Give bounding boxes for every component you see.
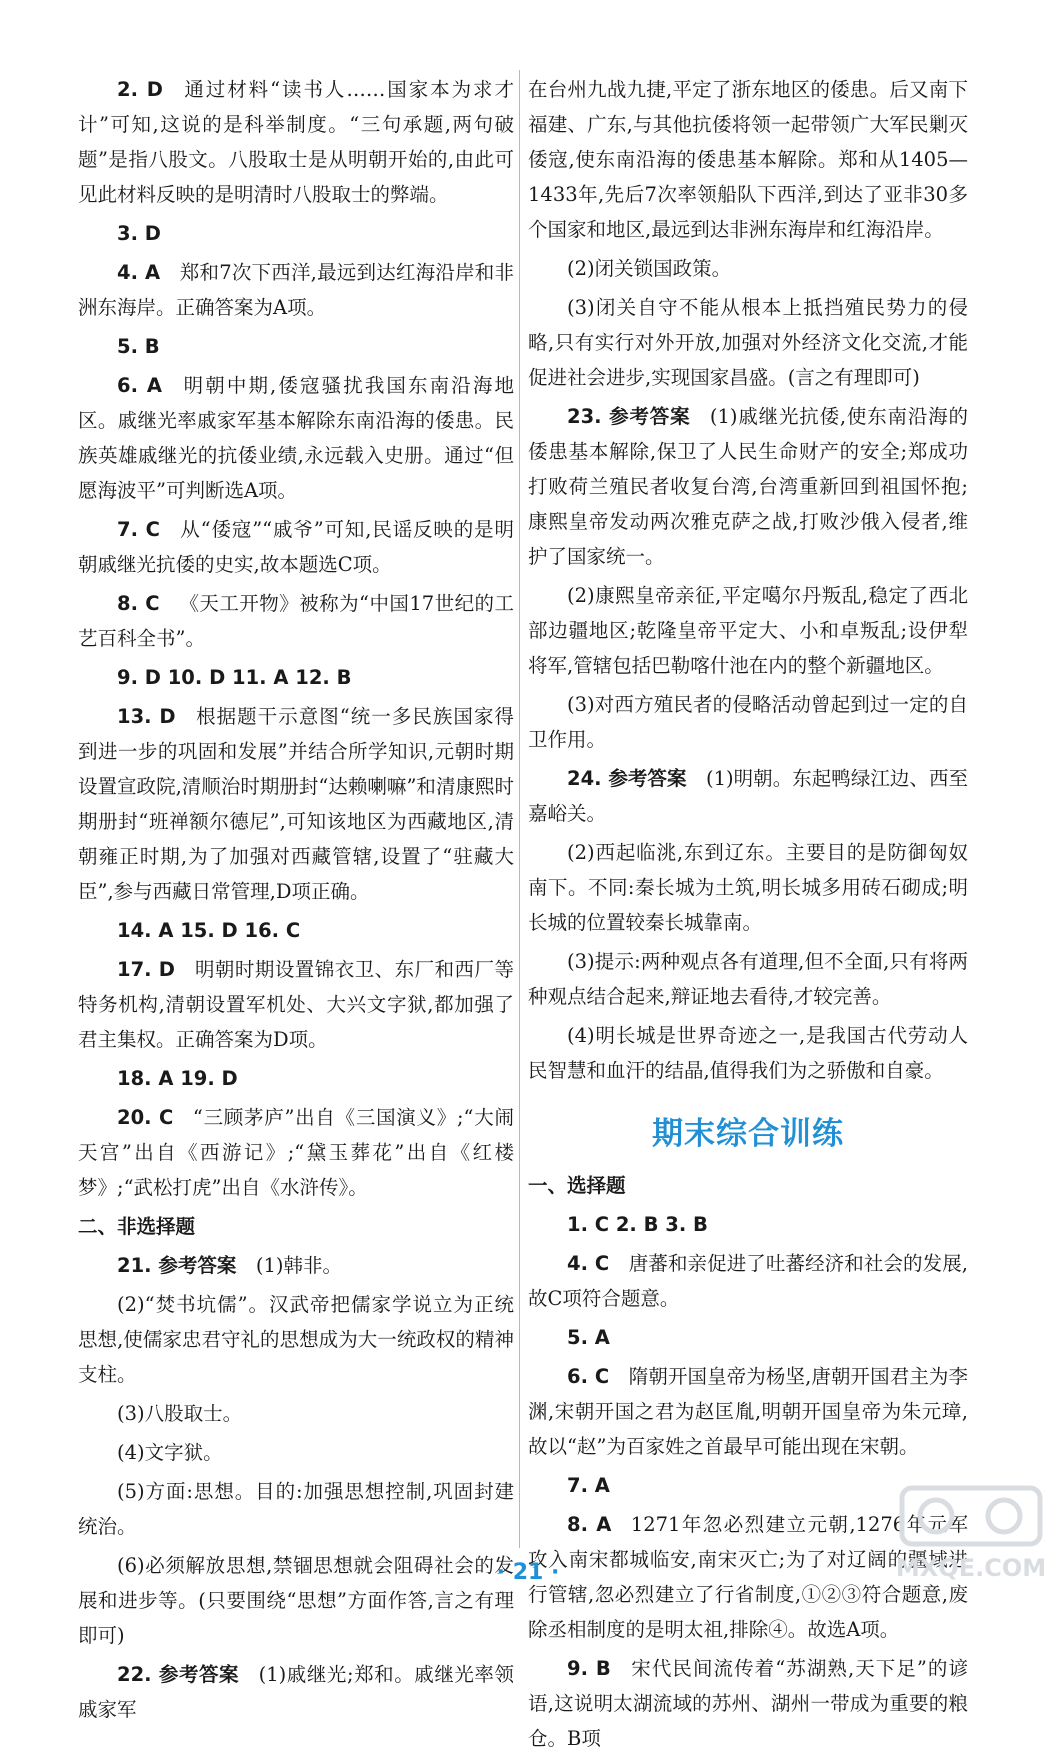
answer-text: 宋代民间流传着“苏湖熟,天下足”的谚语,这说明太湖流域的苏州、湖州一带成为重要的粮仓。B项 xyxy=(528,1657,968,1750)
answer-text: 根据题干示意图“统一多民族国家得到进一步的巩固和发展”并结合所学知识,元朝时期设置宣政院,清顺治时期册封“达赖喇嘛”和清康熙时期册封“班禅额尔德尼”,可知该地区为西藏地区,清朝雍正时期,为了加强对西藏管辖,设置了“驻藏大臣”,参与西藏日常管理,D项正确。 xyxy=(78,705,514,903)
question-number: 22. 参考答案 xyxy=(117,1663,240,1686)
left-column xyxy=(78,72,514,1731)
answer-text: 明朝中期,倭寇骚扰我国东南沿海地区。戚继光率戚家军基本解除东南沿海的倭患。民族英雄戚继光的抗倭业绩,永远载入史册。通过“但愿海波平”可判断选A项。 xyxy=(78,374,515,502)
answer-paragraph xyxy=(528,1651,968,1756)
answer-paragraph xyxy=(528,1018,968,1088)
answer-text: (5)方面:思想。目的:加强思想控制,巩固封建统治。 xyxy=(78,1480,514,1538)
answer-text: 明朝时期设置锦衣卫、东厂和西厂等特务机构,清朝设置军机处、大兴文字狱,都加强了君主集权。正确答案为D项。 xyxy=(78,958,514,1051)
answer-paragraph xyxy=(528,578,968,683)
question-number: 5. A xyxy=(567,1326,610,1349)
answer-paragraph xyxy=(528,1246,968,1316)
answer-text: 隋朝开国皇帝为杨坚,唐朝开国君主为李渊,宋朝开国之君为赵匡胤,明朝开国皇帝为朱元璋,故以“赵”为百家姓之首最早可能出现在宋朝。 xyxy=(528,1365,968,1458)
answer-paragraph xyxy=(78,952,514,1057)
answer-text: (4)明长城是世界奇迹之一,是我国古代劳动人民智慧和血汗的结晶,值得我们为之骄傲和自豪。 xyxy=(528,1024,968,1082)
answer-paragraph xyxy=(78,586,514,656)
page-number: · 21 · xyxy=(496,1560,560,1585)
question-number: 6. C xyxy=(567,1365,610,1388)
answer-text: (2)西起临洮,东到辽东。主要目的是防御匈奴南下。不同:秦长城为土筑,明长城多用砖石砌成;明长城的位置较秦长城靠南。 xyxy=(528,841,968,934)
question-number: 17. D xyxy=(117,958,175,981)
answer-text: (1)明朝。东起鸭绿江边、西至嘉峪关。 xyxy=(528,767,968,825)
answer-paragraph xyxy=(528,251,968,286)
answer-paragraph xyxy=(78,913,514,948)
question-number: 3. D xyxy=(117,222,161,245)
question-number: 21. 参考答案 xyxy=(117,1254,237,1277)
answer-text: (2)“焚书坑儒”。汉武帝把儒家学说立为正统思想,使儒家忠君守礼的思想成为大一统政权的精神支柱。 xyxy=(78,1293,514,1386)
question-number: 8. C xyxy=(117,592,160,615)
question-number: 14. A 15. D 16. C xyxy=(117,919,301,942)
question-number: 7. C xyxy=(117,518,160,541)
question-number: 24. 参考答案 xyxy=(567,767,687,790)
answer-paragraph xyxy=(78,255,514,325)
answer-text: 1271年忽必烈建立元朝,1276年元军攻入南宋都城临安,南宋灭亡;为了对辽阔的疆域进行管辖,忽必烈建立了行省制度,①②③符合题意,废除丞相制度的是明太祖,排除④。故选A项。 xyxy=(528,1513,968,1641)
answer-paragraph xyxy=(528,290,968,395)
answer-paragraph xyxy=(528,835,968,940)
answer-paragraph xyxy=(78,1100,514,1205)
answer-paragraph xyxy=(78,72,514,212)
answer-paragraph xyxy=(528,944,968,1014)
answer-paragraph xyxy=(528,1359,968,1464)
answer-text: 《天工开物》被称为“中国17世纪的工艺百科全书”。 xyxy=(78,592,514,650)
question-number: 23. 参考答案 xyxy=(567,405,691,428)
question-number: 8. A xyxy=(567,1513,612,1536)
question-number: 6. A xyxy=(117,374,162,397)
answer-paragraph xyxy=(78,512,514,582)
watermark-logo xyxy=(896,1480,1046,1590)
answer-paragraph xyxy=(528,399,968,574)
question-number: 9. D 10. D 11. A 12. B xyxy=(117,666,352,689)
answer-text: 从“倭寇”“戚爷”可知,民谣反映的是明朝戚继光抗倭的史实,故本题选C项。 xyxy=(78,518,514,576)
answer-paragraph xyxy=(78,699,514,909)
question-number: 13. D xyxy=(117,705,176,728)
question-number: 1. C 2. B 3. B xyxy=(567,1213,708,1236)
answer-text: (4)文字狱。 xyxy=(117,1441,223,1464)
question-number: 4. C xyxy=(567,1252,610,1275)
answer-text: (3)提示:两种观点各有道理,但不全面,只有将两种观点结合起来,辩证地去看待,才较完善。 xyxy=(528,950,968,1008)
answer-text: (1)韩非。 xyxy=(255,1254,342,1277)
answer-paragraph xyxy=(78,1474,514,1544)
answer-paragraph xyxy=(78,368,514,508)
answer-paragraph xyxy=(528,687,968,757)
question-number: 18. A 19. D xyxy=(117,1067,238,1090)
answer-text: (6)必须解放思想,禁锢思想就会阻碍社会的发展和进步等。(只要围绕“思想”方面作答,言之有理即可) xyxy=(78,1554,514,1647)
answer-paragraph xyxy=(528,761,968,831)
answer-text: (2)康熙皇帝亲征,平定噶尔丹叛乱,稳定了西北部边疆地区;乾隆皇帝平定大、小和卓叛乱;设伊犁将军,管辖包括巴勒喀什池在内的整个新疆地区。 xyxy=(528,584,968,677)
answer-paragraph xyxy=(528,1207,968,1242)
answer-paragraph xyxy=(78,329,514,364)
answer-paragraph xyxy=(78,216,514,251)
column-divider xyxy=(519,70,520,1548)
answer-text: “三顾茅庐”出自《三国演义》;“大闹天宫”出自《西游记》;“黛玉葬花”出自《红楼梦》;“武松打虎”出自《水浒传》。 xyxy=(78,1106,514,1199)
answer-text: (3)八股取士。 xyxy=(117,1402,243,1425)
answer-text: (3)闭关自守不能从根本上抵挡殖民势力的侵略,只有实行对外开放,加强对外经济文化交流,才能促进社会进步,实现国家昌盛。(言之有理即可) xyxy=(528,296,968,389)
answer-paragraph xyxy=(78,1248,514,1283)
question-number: 7. A xyxy=(567,1474,610,1497)
answer-paragraph xyxy=(78,1396,514,1431)
answer-text: (1)戚继光抗倭,使东南沿海的倭患基本解除,保卫了人民生命财产的安全;郑成功打败荷兰殖民者收复台湾,台湾重新回到祖国怀抱;康熙皇帝发动两次雅克萨之战,打败沙俄入侵者,维护了国家统一。 xyxy=(528,405,968,568)
question-number: 5. B xyxy=(117,335,160,358)
answer-paragraph xyxy=(528,72,968,247)
question-number: 20. C xyxy=(117,1106,174,1129)
section-title: 期末综合训练 xyxy=(652,1116,844,1152)
section-heading: 一、选择题 xyxy=(528,1174,626,1197)
answer-text: (3)对西方殖民者的侵略活动曾起到过一定的自卫作用。 xyxy=(528,693,968,751)
answer-text: (1)戚继光;郑和。戚继光率领戚家军 xyxy=(78,1663,514,1721)
answer-paragraph xyxy=(78,1061,514,1096)
answer-paragraph xyxy=(78,1435,514,1470)
question-number: 9. B xyxy=(567,1657,611,1680)
answer-text: 通过材料“读书人……国家本为求才计”可知,这说的是科举制度。“三句承题,两句破题”是指八股文。八股取士是从明朝开始的,由此可见此材料反映的是明清时八股取士的弊端。 xyxy=(78,78,514,206)
answer-paragraph xyxy=(78,1287,514,1392)
answer-text: 在台州九战九捷,平定了浙东地区的倭患。后又南下福建、广东,与其他抗倭将领一起带领广大军民剿灭倭寇,使东南沿海的倭患基本解除。郑和从1405—1433年,先后7次率领船队下西洋,到达了亚非30多个国家和地区,最远到达非洲东海岸和红海沿岸。 xyxy=(528,78,968,241)
answer-text: (2)闭关锁国政策。 xyxy=(567,257,732,280)
question-number: 4. A xyxy=(117,261,161,284)
answer-paragraph xyxy=(528,1320,968,1355)
section-heading: 二、非选择题 xyxy=(78,1215,196,1238)
answer-text: 唐蕃和亲促进了吐蕃经济和社会的发展,故C项符合题意。 xyxy=(528,1252,968,1310)
answer-paragraph xyxy=(78,660,514,695)
answer-text: 郑和7次下西洋,最远到达红海沿岸和非洲东海岸。正确答案为A项。 xyxy=(78,261,515,319)
question-number: 2. D xyxy=(117,78,163,101)
watermark-text: MXQE.COM xyxy=(896,1554,1046,1582)
answer-paragraph xyxy=(78,1657,514,1727)
